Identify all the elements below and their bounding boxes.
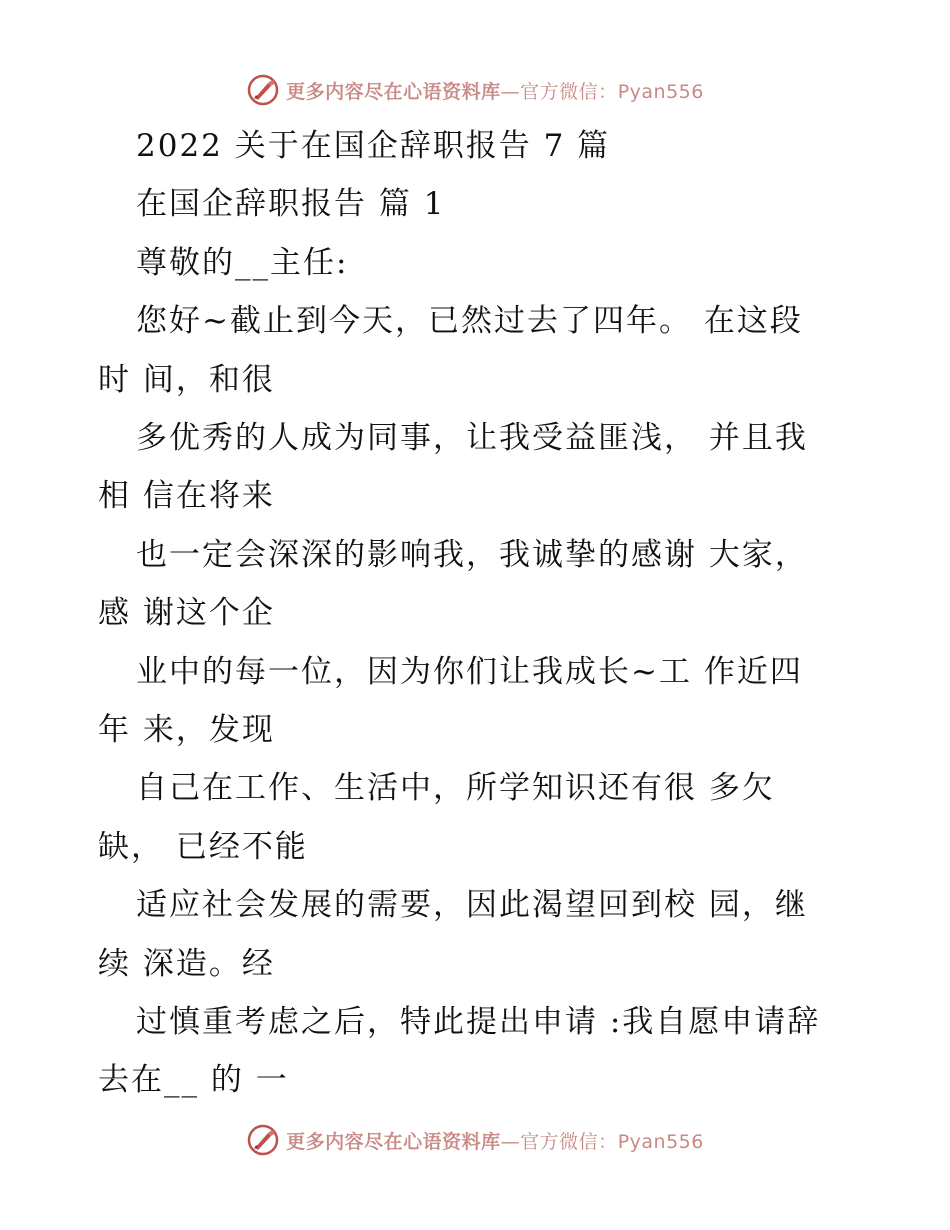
section-heading: 在国企辞职报告 篇 1 (136, 186, 446, 222)
salutation: 尊敬的__主任: (136, 245, 349, 281)
header-wechat-label: 官方微信： (520, 80, 618, 103)
body-line: 多优秀的人成为同事，让我受益匪浅， 并且我 (136, 420, 808, 456)
body-line: 也一定会深深的影响我，我诚挚的感谢 大家， (136, 537, 808, 573)
body-line: 感 谢这个企 (98, 595, 275, 631)
footer-wechat-label: 官方微信： (520, 1130, 618, 1153)
body-line: 续 深造。经 (98, 946, 275, 982)
body-line: 您好~截止到今天，已然过去了四年。 在这段 (136, 303, 803, 339)
footer-separator: — (500, 1130, 521, 1153)
header-wechat-id: Pyan556 (617, 80, 704, 103)
body-line: 去在__ 的 一 (98, 1062, 289, 1098)
footer-banner (0, 1120, 950, 1160)
quill-pen-logo-icon (246, 1123, 280, 1157)
quill-pen-logo-icon (246, 73, 280, 107)
body-line: 自己在工作、生活中，所学知识还有很 多欠 (136, 770, 775, 806)
header-separator: — (500, 80, 521, 103)
body-line: 缺， 已经不能 (98, 829, 308, 865)
header-brand: 更多内容尽在心语资料库 (286, 80, 501, 103)
header-banner (0, 70, 950, 110)
body-line: 年 来，发现 (98, 712, 275, 748)
footer-brand: 更多内容尽在心语资料库 (286, 1130, 501, 1153)
footer-wechat-id: Pyan556 (617, 1130, 704, 1153)
body-line: 时 间，和很 (98, 362, 275, 398)
header-text (286, 77, 704, 104)
body-line: 过慎重考虑之后，特此提出申请 :我自愿申请辞 (136, 1004, 821, 1040)
footer-text (286, 1127, 704, 1154)
body-line: 相 信在将来 (98, 478, 275, 514)
document-title: 2022 关于在国企辞职报告 7 篇 (136, 128, 611, 164)
body-line: 适应社会发展的需要，因此渴望回到校 园，继 (136, 887, 808, 923)
body-line: 业中的每一位，因为你们让我成长~工 作近四 (136, 654, 803, 690)
